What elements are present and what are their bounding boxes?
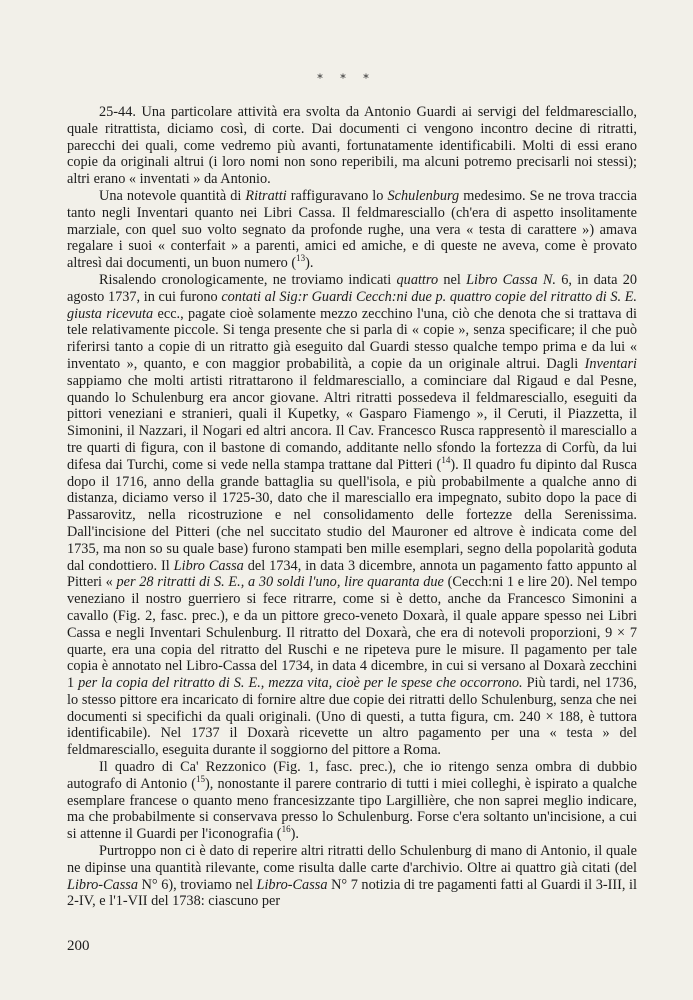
text-run: raffiguravano lo	[286, 187, 388, 204]
footnote-ref: 15	[196, 774, 206, 785]
body-text	[67, 104, 637, 910]
text-run: Una notevole quantità di	[99, 187, 246, 204]
text-run: medesimo. Se ne trova traccia tanto negli Inventari quanto nei Libri Cassa. Il feldmaresciallo (ch'era di aspetto insolitamente marziale, con quel suo volto segnato da profonde rughe, una vera « testa di carattere ») amava regalare i suoi « conterfait » a parenti, amici ed amiche, e di queste ne aveva, come è provato altresì dai documenti, un buon numero (	[67, 187, 637, 272]
text-run: N° 7 notizia di tre pagamenti fatti al Guardi il 3-III, il 2-IV, e l'1-VII del 1738: ciascuno per	[67, 876, 637, 910]
text-run: (Cecch:ni 1 e lire 20). Nel tempo veneziano il nostro guerriero si fece ritrarre, come si è detto, anche da Francesco Simonini a cavallo (Fig. 2, fasc. prec.), e da un pittore greco-veneto Doxarà, il quale appare spesso nei Libri Cassa e negli Inventari Schulenburg. Il ritratto del Doxarà, che era di notevoli proporzioni, 9 × 7 quarte, era una copia del ritratto del Ruschi e ne ripeteva pure le misure. Il pagamento per tale copia è annotato nel Libro-Cassa del 1734, in data 4 dicembre, in cui si versano al Doxarà zecchini 1	[67, 574, 637, 692]
text-run: ).	[290, 826, 299, 843]
text-run: N° 6), troviamo nel	[137, 876, 257, 893]
paragraph	[67, 843, 637, 910]
text-run: 6, in data 20 agosto 1737, in cui furono	[67, 271, 638, 305]
paragraph	[67, 272, 637, 759]
italic-text: per 28 ritratti di S. E., a 30 soldi l'uno, lire quaranta due	[116, 574, 444, 591]
italic-text: Libro Cassa N.	[466, 271, 556, 288]
text-run: sappiamo che molti artisti ritrattarono il feldmaresciallo, a cominciare dal Rigaud e dal Pesne, quando lo Schulenburg era ancor giovane. Altri ritratti possedeva il feldmaresciallo, eseguiti da pittori veneziani e stranieri, quali il Kupetky, « Gasparo Fiamengo », il Ceruti, il Piazzetta, il Simonini, il Nazzari, il Nogari ed altri ancora. Il Cav. Francesco Rusca rappresentò il maresciallo a tre quarti di figura, con il bastone di comando, additante nello sfondo la fortezza di Corfù, da lui difesa dai Turchi, come si vede nella stampa trattane dal Pitteri (	[67, 372, 637, 473]
text-run: Risalendo cronologicamente, ne troviamo indicati	[99, 271, 397, 288]
footnote-ref: 13	[296, 253, 306, 264]
italic-text: Libro Cassa	[173, 557, 244, 574]
text-run: Più tardi, nel 1736, lo stesso pittore era incaricato di fornire altre due copie dei ritratti dello Schulenburg, senza che nei documenti si specifichi da quali originali. (Uno di questi, a tutta figura, cm. 240 × 188, è tuttora identificabile). Nel 1737 il Doxarà ricevette un altro pagamento per una « testa » del feldmaresciallo, eseguita durante il soggiorno del pittore a Roma.	[67, 675, 637, 759]
paragraph	[67, 188, 637, 272]
italic-text: Inventari	[584, 355, 637, 372]
paragraph	[67, 759, 637, 843]
text-run: del 1734, in data 3 dicembre, annota un pagamento fatto appunto al Pitteri «	[67, 557, 638, 591]
page-number: 200	[67, 938, 90, 954]
text-run: ecc., pagate cioè solamente mezzo zecchino l'una, ciò che denota che si trattava di tele relativamente piccole. Si tenga presente che si parla di « copie », senza specificare; il che può riferirsi tanto a copie di un ritratto già eseguito dal Guardi stesso qualche tempo prima e da lui « inventato », quanto, e con maggior probabilità, a copie da un originale altrui. Dagli	[67, 305, 637, 372]
italic-text: quattro	[396, 271, 439, 288]
text-run: ), nonostante il parere contrario di tutti i miei colleghi, è ispirato a qualche esemplare francese o quanto meno francesizzante tipo Largillière, che non saprei meglio indicare, ma che probabilmente si conservava presso lo Schulenburg. Forse c'era soltanto un'incisione, a cui si attenne il Guardi per l'iconografia (	[67, 775, 637, 843]
paragraph	[67, 104, 637, 188]
italic-text: Schulenburg	[387, 187, 460, 204]
italic-text: Libro-Cassa	[67, 876, 138, 893]
section-separator: * * *	[317, 72, 376, 85]
text-run: Purtroppo non ci è dato di reperire altri ritratti dello Schulenburg di mano di Antonio, il quale ne dipinse una quantità rilevante, come risulta dalle carte d'archivio. Oltre ai quattro già citati (del	[67, 843, 637, 876]
italic-text: contati al Sig:r Guardi Cecch:ni due p. quattro copie del ritratto di S. E. giusta ricevuta	[67, 288, 638, 322]
italic-text: per la copia del ritratto di S. E., mezza vita, cioè per le spese che occorrono.	[78, 675, 523, 692]
text-run: 25-44. Una particolare attività era svolta da Antonio Guardi ai servigi del feldmaresciallo, quale ritrattista, diciamo così, di corte. Dai documenti ci vengono incontro decine di ritratti, parecchi dei quali, come vedremo più avanti, fortunatamente identificabili. Molti di essi erano copie da originali altrui (i loro nomi non sono reperibili, ma alcuni potremo precisarli noi stessi); altri erano « inventati » da Antonio.	[67, 104, 637, 188]
text-run: ). Il quadro fu dipinto dal Rusca dopo il 1716, anno della grande battaglia su quell'isola, e più probabilmente a qualche anno di distanza, diciamo verso il 1725-30, dato che il maresciallo era impegnato, subito dopo la pace di Passarovitz, nella ricostruzione e nel consolidamento delle fortezze della Serenissima. Dall'incisione del Pitteri (che nel succitato studio del Mauroner ed altrove è indicata come del 1735, ma non so su quale base) furono stampati ben mille esemplari, segno della popolarità goduta dal condottiero. Il	[67, 456, 637, 574]
footnote-ref: 16	[281, 824, 291, 835]
text-run: Il quadro di Ca' Rezzonico (Fig. 1, fasc. prec.), che io ritengo senza ombra di dubbio autografo di Antonio (	[67, 759, 637, 792]
footnote-ref: 14	[441, 454, 451, 465]
italic-text: Ritratti	[245, 187, 287, 204]
text-run: ).	[305, 255, 314, 272]
italic-text: Libro-Cassa	[256, 876, 328, 893]
text-run: nel	[438, 271, 467, 288]
